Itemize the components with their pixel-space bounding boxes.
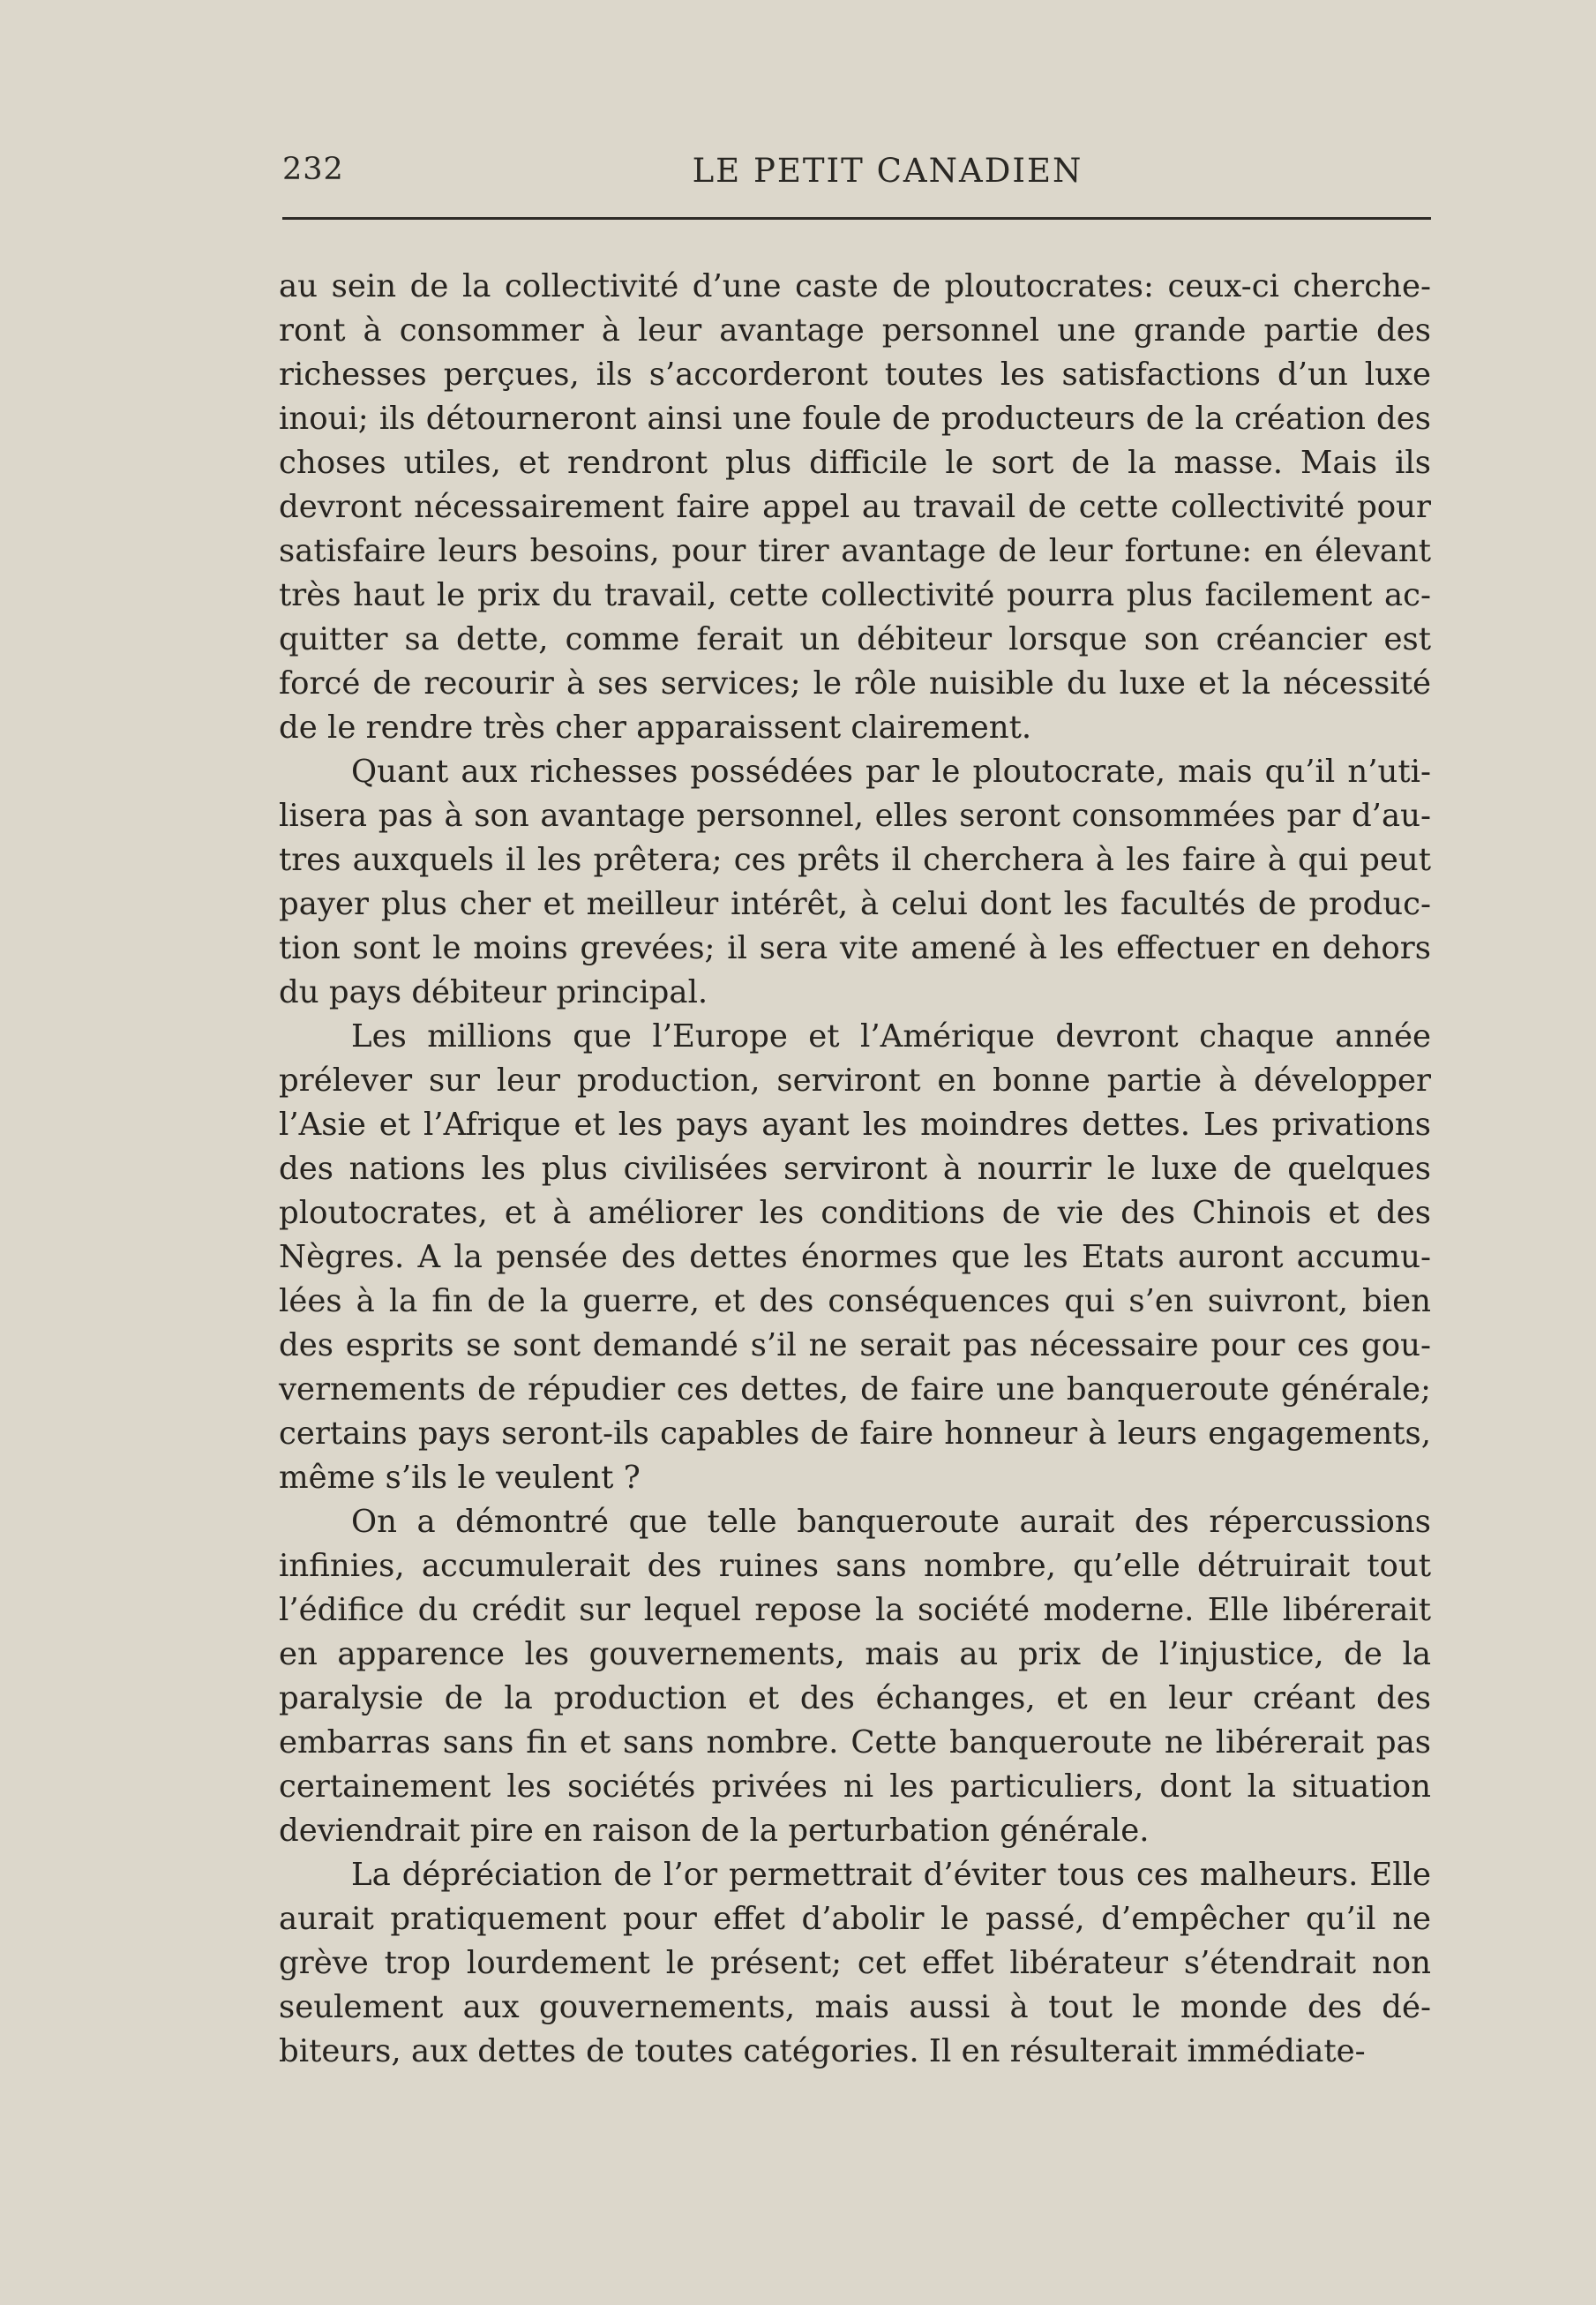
paragraph-1: au sein de la collectivité d’une caste de ploutocrates: ceux-ci chercheront à consommer à leur avantage personnel une grande partie des richesses perçues, ils s’accorderont toutes les satisfactions d’un luxe inoui; ils détourneront ainsi une foule de producteurs de la création des choses utiles, et rendront plus difficile le sort de la masse. Mais ils devront nécessairement faire appel au travail de cette collectivité pour satisfaire leurs besoins, pour tirer avantage de leur fortune: en élevant très haut le prix du travail, cette collectivité pourra plus facilement acquitter sa dette, comme ferait un débiteur lorsque son créancier est forcé de recourir à ses services; le rôle nuisible du luxe et la nécessité de le rendre très cher apparaissent clairement. <box>279 268 1431 746</box>
paragraph-4: On a démontré que telle banqueroute aurait des répercussions infinies, accumulerait des ruines sans nombre, qu’elle détruirait tout l’édifice du crédit sur lequel repose la société moderne. Elle libérerait en apparence les gouvernements, mais au prix de l’injustice, de la paralysie de la production et des échanges, et en leur créant des embarras sans fin et sans nombre. Cette banqueroute ne libérerait pas certainement les sociétés privées ni les particuliers, dont la situation deviendrait pire en raison de la perturbation générale. <box>279 1504 1431 1849</box>
paragraph-2: Quant aux richesses possédées par le ploutocrate, mais qu’il n’utilisera pas à son avantage personnel, elles seront consommées par d’autres auxquels il les prêtera; ces prêts il cherchera à les faire à qui peut payer plus cher et meilleur intérêt, à celui dont les facultés de production sont le moins grevées; il sera vite amené à les effectuer en dehors du pays débiteur principal. <box>279 754 1431 1010</box>
running-head <box>282 152 1431 196</box>
running-title: LE PETIT CANADIEN <box>692 152 1083 190</box>
paragraph-3: Les millions que l’Europe et l’Amérique devront chaque année prélever sur leur production, serviront en bonne partie à développer l’Asie et l’Afrique et les pays ayant les moindres dettes. Les privations des nations les plus civilisées serviront à nourrir le luxe de quelques ploutocrates, et à améliorer les conditions de vie des Chinois et des Nègres. A la pensée des dettes énormes que les Etats auront accumulées à la fin de la guerre, et des conséquences qui s’en suivront, bien des esprits se sont demandé s’il ne serait pas nécessaire pour ces gouvernements de répudier ces dettes, de faire une banqueroute générale; certains pays seront-ils capables de faire honneur à leurs engagements, même s’ils le veulent ? <box>279 1018 1431 1496</box>
paragraph-5: La dépréciation de l’or permettrait d’éviter tous ces malheurs. Elle aurait pratiquement pour effet d’abolir le passé, d’empêcher qu’il ne grève trop lourdement le présent; cet effet libérateur s’étendrait non seulement aux gouvernements, mais aussi à tout le monde des débiteurs, aux dettes de toutes catégories. Il en résulterait immédiate- <box>279 1857 1431 2069</box>
page-number: 232 <box>282 152 344 187</box>
header-rule <box>282 217 1431 220</box>
body-text <box>279 265 1431 2074</box>
